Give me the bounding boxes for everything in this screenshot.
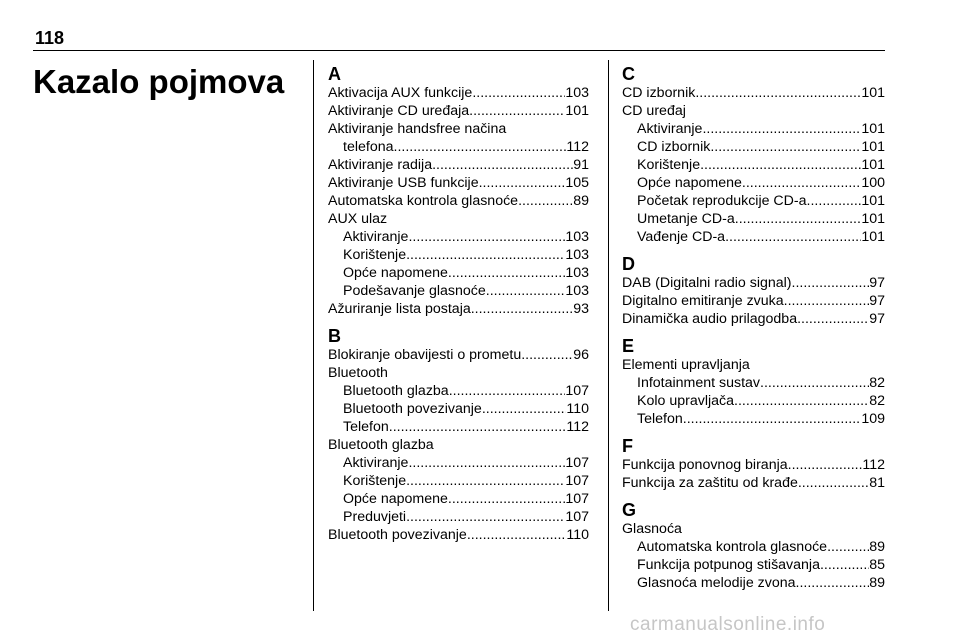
- entry-term: Korištenje: [343, 247, 407, 263]
- entry-page: 107: [565, 509, 589, 525]
- entry-page: 89: [869, 575, 885, 591]
- index-heading: AUX ulaz: [328, 211, 388, 227]
- dot-leader: [408, 228, 565, 246]
- entry-page: 103: [565, 265, 589, 281]
- entry-page: 100: [861, 175, 885, 191]
- entry-term: Bluetooth glazba: [343, 383, 449, 399]
- entry-term: Aktiviranje radija: [328, 157, 433, 173]
- entry-page: 107: [565, 455, 589, 471]
- index-entry: [622, 156, 885, 174]
- dot-leader: [432, 156, 573, 174]
- entry-term: Vađenje CD-a: [637, 229, 726, 245]
- dot-leader: [702, 120, 861, 138]
- entry-term: Korištenje: [637, 157, 701, 173]
- index-group: [328, 64, 589, 318]
- index-entry: [328, 382, 589, 400]
- entry-term: Telefon: [637, 411, 683, 427]
- dot-leader: [796, 574, 870, 592]
- entry-term: Preduvjeti: [343, 509, 407, 525]
- dot-leader: [467, 526, 567, 544]
- entry-term: Aktiviranje CD uređaja: [328, 103, 470, 119]
- dot-leader: [448, 264, 565, 282]
- entry-term: Ažuriranje lista postaja: [328, 301, 471, 317]
- entry-page: 101: [861, 193, 885, 209]
- dot-leader: [820, 556, 869, 574]
- index-entry: [328, 508, 589, 526]
- index-entry: [622, 456, 885, 474]
- dot-leader: [797, 310, 869, 328]
- watermark: carmanualsonline.info: [630, 614, 826, 635]
- dot-leader: [406, 472, 565, 490]
- index-heading: CD uređaj: [622, 103, 686, 119]
- dot-leader: [448, 490, 565, 508]
- dot-leader: [486, 282, 566, 300]
- dot-leader: [518, 192, 573, 210]
- entry-page: 112: [566, 139, 589, 155]
- index-letter: A: [328, 64, 341, 84]
- dot-leader: [469, 102, 565, 120]
- index-entry: [328, 174, 589, 192]
- entry-term: Opće napomene: [343, 491, 448, 507]
- entry-page: 101: [861, 139, 885, 155]
- entry-term: Aktiviranje USB funkcije: [328, 175, 479, 191]
- index-entry: [622, 538, 885, 556]
- entry-page: 105: [565, 175, 589, 191]
- dot-leader: [683, 410, 862, 428]
- entry-page: 103: [565, 247, 589, 263]
- entry-page: 110: [566, 527, 589, 543]
- index-group: [622, 500, 885, 592]
- index-entry: [328, 490, 589, 508]
- index-entry: [328, 282, 589, 300]
- index-entry: [328, 102, 589, 120]
- entry-page: 91: [573, 157, 589, 173]
- entry-page: 103: [565, 283, 589, 299]
- index-entry: [328, 454, 589, 472]
- entry-page: 109: [861, 411, 885, 427]
- index-entry: [328, 156, 589, 174]
- dot-leader: [479, 174, 566, 192]
- entry-term: Infotainment sustav: [637, 375, 761, 391]
- dot-leader: [695, 84, 861, 102]
- index-letter: F: [622, 436, 633, 456]
- entry-term: telefona: [343, 139, 394, 155]
- index-heading: Elementi upravljanja: [622, 357, 750, 373]
- entry-page: 112: [566, 419, 589, 435]
- index-letter: G: [622, 500, 637, 520]
- index-letter: B: [328, 326, 341, 346]
- dot-leader: [482, 400, 567, 418]
- entry-page: 101: [861, 85, 885, 101]
- dot-leader: [784, 292, 870, 310]
- index-entry: [622, 138, 885, 156]
- index-entry: [622, 292, 885, 310]
- index-heading: Glasnoća: [622, 521, 682, 537]
- entry-page: 97: [869, 311, 885, 327]
- index-entry: [622, 474, 885, 492]
- entry-term: Korištenje: [343, 473, 407, 489]
- dot-leader: [735, 210, 862, 228]
- index-letter: E: [622, 336, 635, 356]
- index-entry: [622, 192, 885, 210]
- index-group: [328, 326, 589, 544]
- entry-term: Dinamička audio prilagodba: [622, 311, 798, 327]
- index-entry: [328, 346, 589, 364]
- index-entry: [622, 556, 885, 574]
- entry-page: 101: [861, 121, 885, 137]
- page-number: 118: [35, 28, 65, 48]
- dot-leader: [408, 454, 565, 472]
- index-entry: [622, 210, 885, 228]
- index-entry: [328, 138, 589, 156]
- entry-page: 103: [565, 229, 589, 245]
- entry-term: Bluetooth povezivanje: [328, 527, 467, 543]
- entry-page: 97: [869, 293, 885, 309]
- dot-leader: [788, 456, 863, 474]
- index-entry: [328, 264, 589, 282]
- entry-term: DAB (Digitalni radio signal): [622, 275, 792, 291]
- entry-term: CD izbornik: [637, 139, 711, 155]
- index-entry: [328, 300, 589, 318]
- entry-page: 101: [861, 229, 885, 245]
- entry-page: 101: [565, 103, 589, 119]
- entry-term: Aktiviranje: [343, 455, 409, 471]
- entry-term: Funkcija za zaštitu od krađe: [622, 475, 798, 491]
- dot-leader: [406, 508, 565, 526]
- column-divider: [608, 60, 609, 611]
- index-entry: [328, 526, 589, 544]
- entry-page: 110: [566, 401, 589, 417]
- index-group: [622, 64, 885, 246]
- dot-leader: [472, 84, 565, 102]
- index-group: [622, 436, 885, 492]
- dot-leader: [734, 392, 869, 410]
- dot-leader: [521, 346, 573, 364]
- entry-term: Digitalno emitiranje zvuka: [622, 293, 784, 309]
- dot-leader: [807, 192, 862, 210]
- entry-term: Umetanje CD-a: [637, 211, 735, 227]
- entry-term: Funkcija potpunog stišavanja: [637, 557, 820, 573]
- entry-page: 101: [861, 157, 885, 173]
- index-entry: [622, 310, 885, 328]
- dot-leader: [389, 418, 567, 436]
- header-rule: [33, 50, 885, 51]
- entry-term: Opće napomene: [343, 265, 448, 281]
- entry-page: 107: [565, 491, 589, 507]
- entry-term: CD izbornik: [622, 85, 696, 101]
- index-entry: [622, 228, 885, 246]
- index-entry: [622, 120, 885, 138]
- entry-page: 112: [862, 457, 885, 473]
- dot-leader: [700, 156, 861, 174]
- index-entry: [328, 84, 589, 102]
- index-entry: [328, 246, 589, 264]
- entry-page: 89: [869, 539, 885, 555]
- page-title: Kazalo pojmova: [33, 63, 285, 100]
- index-column-1: [328, 64, 589, 552]
- index-entry: [622, 574, 885, 592]
- index-column-2: [622, 64, 885, 600]
- dot-leader: [792, 274, 870, 292]
- dot-leader: [449, 382, 566, 400]
- entry-page: 81: [869, 475, 885, 491]
- index-letter: C: [622, 64, 635, 84]
- index-entry: [622, 274, 885, 292]
- dot-leader: [406, 246, 565, 264]
- dot-leader: [394, 138, 567, 156]
- index-entry: [622, 392, 885, 410]
- column-divider: [313, 60, 314, 611]
- index-entry: [328, 418, 589, 436]
- dot-leader: [827, 538, 869, 556]
- index-entry: [622, 174, 885, 192]
- dot-leader: [798, 474, 869, 492]
- entry-term: Telefon: [343, 419, 389, 435]
- entry-term: Aktiviranje: [343, 229, 409, 245]
- entry-term: Automatska kontrola glasnoće: [637, 539, 828, 555]
- index-entry: [622, 374, 885, 392]
- index-heading: Bluetooth glazba: [328, 437, 434, 453]
- dot-leader: [725, 228, 861, 246]
- entry-page: 82: [869, 393, 885, 409]
- entry-page: 93: [573, 301, 589, 317]
- dot-leader: [742, 174, 861, 192]
- dot-leader: [760, 374, 869, 392]
- index-group: [622, 254, 885, 328]
- entry-term: Glasnoća melodije zvona: [637, 575, 796, 591]
- index-entry: [622, 84, 885, 102]
- entry-term: Funkcija ponovnog biranja: [622, 457, 788, 473]
- entry-page: 96: [573, 347, 589, 363]
- entry-term: Podešavanje glasnoće: [343, 283, 486, 299]
- dot-leader: [710, 138, 861, 156]
- entry-page: 101: [861, 211, 885, 227]
- entry-term: Kolo upravljača: [637, 393, 735, 409]
- entry-page: 107: [565, 383, 589, 399]
- index-entry: [328, 228, 589, 246]
- index-letter: D: [622, 254, 635, 274]
- entry-page: 82: [869, 375, 885, 391]
- entry-page: 107: [565, 473, 589, 489]
- index-entry: [328, 400, 589, 418]
- entry-term: Automatska kontrola glasnoće: [328, 193, 519, 209]
- entry-term: Bluetooth povezivanje: [343, 401, 482, 417]
- entry-term: Blokiranje obavijesti o prometu: [328, 347, 522, 363]
- entry-term: Početak reprodukcije CD-a: [637, 193, 807, 209]
- entry-term: Opće napomene: [637, 175, 742, 191]
- entry-page: 97: [869, 275, 885, 291]
- entry-page: 85: [869, 557, 885, 573]
- entry-page: 89: [573, 193, 589, 209]
- index-group: [622, 336, 885, 428]
- entry-term: Aktivacija AUX funkcije: [328, 85, 473, 101]
- dot-leader: [471, 300, 573, 318]
- entry-page: 103: [565, 85, 589, 101]
- index-entry: [328, 192, 589, 210]
- index-entry: [622, 410, 885, 428]
- entry-term: Aktiviranje: [637, 121, 703, 137]
- index-heading: Aktiviranje handsfree načina: [328, 121, 507, 137]
- index-entry: [328, 472, 589, 490]
- index-heading: Bluetooth: [328, 365, 388, 381]
